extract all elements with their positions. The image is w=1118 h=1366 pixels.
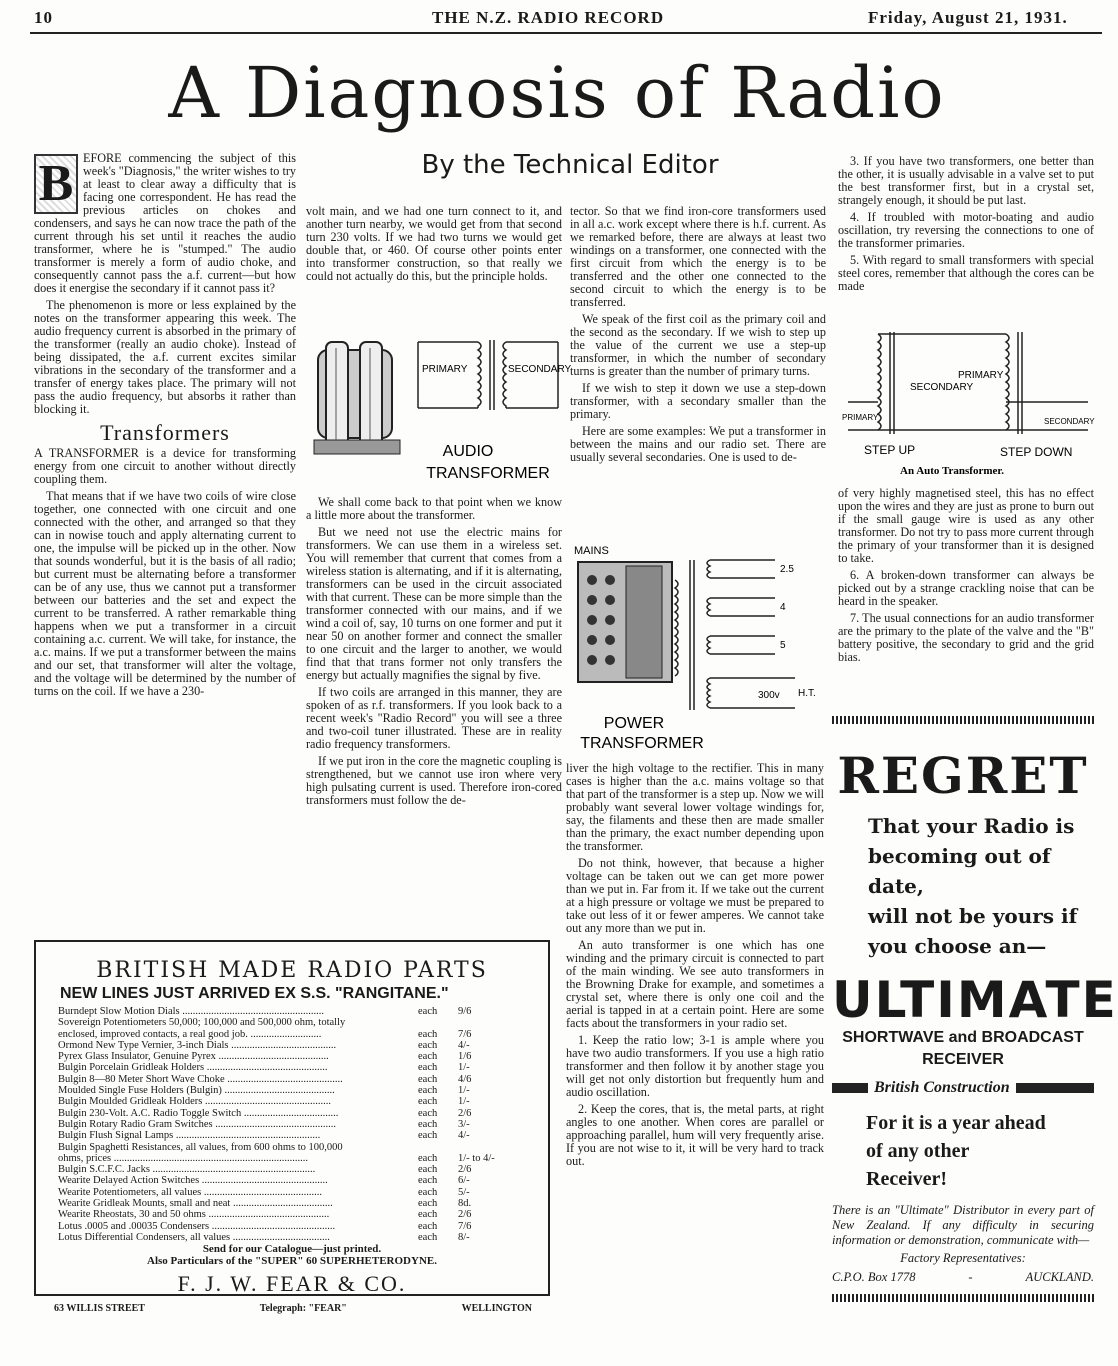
superhet-line: Also Particulars of the "SUPER" 60 SUPERHETERODYNE.: [147, 1255, 437, 1268]
part-price: 8/-: [458, 1231, 470, 1243]
article-byline: By the Technical Editor: [421, 150, 719, 180]
publication-title: THE N.Z. RADIO RECORD: [432, 8, 665, 27]
parts-list-row: [58, 1232, 528, 1243]
coil-schematic: [418, 340, 558, 410]
part-name: Wearite Potentiometers, all values .............................................: [58, 1186, 322, 1198]
step-down-label: STEP DOWN: [1000, 445, 1073, 459]
part-price: 1/-: [458, 1062, 470, 1074]
transformer-drawing: [314, 342, 400, 454]
paragraph: But we need not use the electric mains for transformers. We can use them in a wireless set. You will remember that current that comes from a wireless station is alternating, and if it is alternating, transformers can be used in the circuit associated with that current. These can be more simple than the transformer connected with our mains, and if we wind a coil of, say, 10 turns on one former and put it near 50 on another former and connect the smaller to one circuit and the larger to another, we would find that that trans former not only transfers the energy but actually magnifies the signal by five.: [306, 525, 562, 682]
part-price: 4/6: [458, 1073, 472, 1085]
part-name: Bulgin Spaghetti Resistances, all values, from 600 ohms to 100,000: [58, 1141, 343, 1153]
auto-secondary-left-label: SECONDARY: [910, 382, 974, 393]
paragraph: That means that if we have two coils of wire close together, one connected with one circuit and one connected with the other, and arranged so that they can in nowise touch and apply alternating current to one, the impulse will be picked up in the other. Now that sounds wonderful, but it is the basis of all radio; but current must be alternating before a transformer can be of any use, thus we cannot put a transformer between our batteries and the set and expect the current to be transferred. A rather remarkable thing happens when we put a transformer in a circuit containing a.c. current. We will take, for instance, the a.c. mains. If we put a transformer between the mains and our set, that transformer will alter the voltage, and the voltage will be determined by the number of turns on the coil. If we have a 230-: [34, 489, 296, 698]
ad-headline: REGRET: [837, 746, 1089, 805]
part-name: Moulded Single Fuse Holders (Bulgin) ..........................................: [58, 1085, 335, 1097]
ad-city: AUCKLAND.: [1025, 1270, 1094, 1284]
issue-date: Friday, August 21, 1931.: [868, 8, 1068, 27]
paragraph: of very highly magnetised steel, this has no effect upon the wires and they are just as prone to burn out if the small gauge wire is used as any other transformer. Do not try to pass more current through the primary of your transformer than it is designed to take.: [838, 486, 1094, 565]
part-name: Bulgin Porcelain Gridleak Holders ..............................................: [58, 1062, 328, 1074]
parts-list-row: [58, 1051, 528, 1062]
paragraph: 6. A broken-down transformer can always be picked out by a strange crackling noise that can be heard in the speaker.: [838, 568, 1094, 608]
intro-paragraph: [34, 152, 296, 295]
part-name: Bulgin Moulded Gridleak Holders ................................................: [58, 1096, 331, 1108]
paragraph: liver the high voltage to the rectifier. This in many cases is higher than the a.c. mains voltage so that that part of the transformer is a step up. Now we will probably want several lower voltage windings for, say, the filaments and these then are made smaller than the primary, the exact number depending upon the transformer.: [566, 761, 824, 853]
part-price: 1/-: [458, 1096, 470, 1108]
paragraph: If we wish to step it down we use a step-down transformer, with a secondary smaller than the primary.: [570, 381, 826, 421]
part-unit: each: [418, 1051, 438, 1063]
part-name: Wearite Delayed Action Switches ................................................: [58, 1175, 328, 1187]
ad-claim-line: of any other: [866, 1140, 970, 1162]
paragraph: 4. If troubled with motor-boating and audio oscillation, try reversing the connections to one of the transformer primaries.: [838, 210, 1094, 250]
part-unit: each: [418, 1039, 438, 1051]
paragraph: A TRANSFORMER is a device for transforming energy from one circuit to another without directly coupling them.: [34, 446, 296, 486]
parts-list-row: [58, 1153, 528, 1164]
part-price: 8d.: [458, 1198, 472, 1210]
parts-list-row: [58, 1209, 528, 1220]
parts-list-row: [58, 1029, 528, 1040]
auto-transformer-figure: [838, 324, 1098, 480]
construction-bar: [832, 1079, 1094, 1097]
part-name: ohms, prices ..........................................................................: [58, 1152, 308, 1164]
voltage-300: 300v: [758, 690, 780, 701]
parts-list-row: [58, 1062, 528, 1073]
part-name: Sovereign Potentiometers 50,000; 100,000 and 500,000 ohm, totally: [58, 1017, 346, 1029]
header-rule: [30, 32, 1102, 34]
part-unit: each: [418, 1209, 438, 1221]
part-price: 2/6: [458, 1107, 472, 1119]
article-column-1: [34, 152, 296, 702]
parts-ad-subtitle: NEW LINES JUST ARRIVED EX S.S. "RANGITANE.": [60, 985, 449, 1002]
mains-label: MAINS: [574, 545, 609, 557]
parts-list-row: [58, 1085, 528, 1096]
parts-ad-title: BRITISH MADE RADIO PARTS: [96, 958, 488, 983]
distributor-note: There is an "Ultimate" Distributor in every part of New Zealand. If any difficulty in securing information or demonstration, communicate with—: [832, 1203, 1094, 1247]
divider-hatch-bottom: [832, 1294, 1094, 1302]
part-price: [458, 1017, 528, 1028]
voltage-4: 4: [780, 602, 786, 613]
ultimate-advertisement: [832, 732, 1118, 1302]
ht-label: H.T.: [798, 688, 816, 699]
power-transformer-drawing: [578, 562, 672, 682]
part-name: Bulgin 230-Volt. A.C. Radio Toggle Switch ....................................: [58, 1107, 339, 1119]
parts-list-row: [58, 1017, 528, 1028]
part-price: 5/-: [458, 1186, 470, 1198]
ultimate-brand: ULTIMATE: [832, 971, 1118, 1029]
power-transformer-figure: [570, 540, 828, 758]
construction-label: British Construction: [874, 1079, 1010, 1096]
part-unit: each: [418, 1164, 438, 1176]
parts-list-row: [58, 1198, 528, 1209]
radio-parts-advertisement: [34, 940, 550, 1315]
part-price: [458, 1142, 528, 1153]
part-unit: each: [418, 1220, 438, 1232]
paragraph: 3. If you have two transformers, one better than the other, it is usually advisable in a valve set to put the best transformer first, but in a crystal set, strangely enough, it should be put last.: [838, 154, 1094, 207]
auto-primary-top-label: PRIMARY: [958, 370, 1004, 381]
part-unit: each: [418, 1107, 438, 1119]
part-unit: each: [418, 1186, 438, 1198]
po-box: C.P.O. Box 1778: [832, 1270, 916, 1284]
part-unit: each: [418, 1152, 438, 1164]
parts-list-row: [58, 1119, 528, 1130]
ad-claim-line: Receiver!: [866, 1168, 948, 1190]
part-price: 3/-: [458, 1118, 470, 1130]
part-unit: each: [418, 1062, 438, 1074]
paragraph: We shall come back to that point when we know a little more about the transformer.: [306, 495, 562, 522]
part-unit: [418, 1017, 458, 1028]
part-price: 7/6: [458, 1028, 472, 1040]
part-name: Lotus Differential Condensers, all values .....................................: [58, 1231, 330, 1243]
part-unit: each: [418, 1130, 438, 1142]
article-column-2-lower: [306, 496, 562, 811]
paragraph: Do not think, however, that because a higher voltage can be taken out we can get more power than we put in. Far from it. If we take out the current at a high pressure or voltage we must be prepared to take out less of it or fewer amperes. We cannot take out any more than we put in.: [566, 856, 824, 935]
part-unit: each: [418, 1231, 438, 1243]
auto-primary-left-label: PRIMARY: [842, 413, 879, 422]
paragraph: 5. With regard to small transformers with special steel cores, remember that although the cores can be made: [838, 253, 1094, 293]
paragraph: The phenomenon is more or less explained by the notes on the transformer appearing this week. The audio frequency current is absorbed in the primary of the transformer (really an audio choke). Instead of being dissipated, the a.f. current excites similar vibrations in the secondary of the transformer and a transfer of energy takes place. The primary will not pass the audio frequency, but absorbs it rather than blocking it.: [34, 298, 296, 416]
ad-copy-line: becoming out of date,: [868, 844, 1051, 898]
secondary-label: SECONDARY: [508, 364, 572, 375]
parts-list-row: [58, 1130, 528, 1141]
parts-list-row: [58, 1164, 528, 1175]
part-price: 1/-: [458, 1085, 470, 1097]
part-price: 1/6: [458, 1051, 472, 1063]
parts-list-row: [58, 1096, 528, 1107]
part-price: 9/6: [458, 1006, 472, 1017]
paragraph: An auto transformer is one which has one winding and the primary circuit is connected to part of the main winding. We see auto transformers in the Browning Drake for example, and sometimes a crystal set, where there is only one coil and the aerial is tapped in at a certain point. Here are some facts about the transformers in your radio set.: [566, 938, 824, 1030]
article-column-3: [570, 205, 826, 468]
page-number: 10: [34, 8, 53, 27]
paragraph: Here are some examples: We put a transformer in between the mains and our radio set. There are usually several secondaries. One is used to de-: [570, 424, 826, 464]
part-name: Ormond New Type Vernier, 3-inch Dials ........................................: [58, 1039, 337, 1051]
part-unit: each: [418, 1096, 438, 1108]
voltage-2-5: 2.5: [780, 564, 794, 575]
street-address: 63 WILLIS STREET: [54, 1303, 145, 1315]
ad-claim-line: For it is a year ahead: [866, 1112, 1046, 1134]
part-price: 6/-: [458, 1175, 470, 1187]
power-caption-2: TRANSFORMER: [580, 735, 704, 752]
parts-list: [58, 1006, 528, 1243]
part-price: 2/6: [458, 1209, 472, 1221]
part-name: Wearite Gridleak Mounts, small and neat ......................................: [58, 1198, 333, 1210]
article-column-4: [838, 155, 1094, 297]
product-line-2: RECEIVER: [922, 1051, 1004, 1068]
address-separator: -: [968, 1270, 973, 1284]
drop-cap: B: [34, 154, 78, 214]
part-price: 1/- to 4/-: [458, 1152, 495, 1164]
paragraph: 2. Keep the cores, that is, the metal parts, at right angles to one another. When cores are parallel or approaching parallel, hum will very frequently arise. If you are not wise to it, it will be very hard to track out.: [566, 1102, 824, 1168]
part-unit: each: [418, 1073, 438, 1085]
auto-caption: An Auto Transformer.: [900, 465, 1004, 477]
parts-list-row: [58, 1142, 528, 1153]
ad-copy-line: will not be yours if: [868, 904, 1078, 928]
part-name: Bulgin Flush Signal Lamps .......................................................: [58, 1130, 321, 1142]
paragraph: volt main, and we had one turn connect to it, and another turn nearby, we would get from that second turn 230 volts. If we had two turns we would get double that, or 460. Of course other points enter into transformer construction, so that really we could not actually do this, but the principle holds.: [306, 204, 562, 283]
part-unit: [418, 1142, 458, 1153]
ad-address: [832, 1270, 1094, 1285]
auto-secondary-right-label: SECONDARY: [1044, 417, 1095, 426]
ad-copy-line: you choose an—: [868, 934, 1047, 958]
ad-copy-line: That your Radio is: [868, 814, 1075, 838]
part-name: enclosed, improved contacts, a real good job. ...........................: [58, 1028, 322, 1040]
paragraph: If we put iron in the core the magnetic coupling is strengthened, but we cannot use iron where very high pulsating current is used. Therefore iron-cored transformers must follow the de-: [306, 754, 562, 807]
article-column-4-lower: [838, 487, 1094, 668]
paragraph: tector. So that we find iron-core transformers used in all a.c. work except where there is h.f. current. As we remarked before, there are always at least two windings on a transformer, one connected with the first circuit from which the energy is to be transferred and the other one connected to the second circuit to which the energy is to be transferred.: [570, 204, 826, 309]
parts-list-row: [58, 1040, 528, 1051]
product-line-1: SHORTWAVE and BROADCAST: [842, 1029, 1084, 1046]
part-unit: each: [418, 1175, 438, 1187]
step-up-label: STEP UP: [864, 443, 916, 457]
article-title: A Diagnosis of Radio: [168, 52, 946, 134]
primary-label: PRIMARY: [422, 364, 468, 375]
part-name: Bulgin 8—80 Meter Short Wave Choke ............................................: [58, 1073, 343, 1085]
parts-list-row: [58, 1187, 528, 1198]
part-name: Burndept Slow Motion Dials ......................................................: [58, 1006, 325, 1017]
part-unit: each: [418, 1028, 438, 1040]
part-name: Pyrex Glass Insulator, Genuine Pyrex ..........................................: [58, 1051, 329, 1063]
part-price: 4/-: [458, 1130, 470, 1142]
part-unit: each: [418, 1198, 438, 1210]
part-price: 7/6: [458, 1220, 472, 1232]
part-name: Bulgin Rotary Radio Gram Switches ..............................................: [58, 1118, 336, 1130]
power-coil-schematic: [675, 560, 795, 710]
factory-reps-label: Factory Representatives:: [900, 1251, 1026, 1265]
part-price: 4/-: [458, 1039, 470, 1051]
paragraph: 1. Keep the ratio low; 3-1 is ample where you have two audio transformers. If you use a high ratio transformer and then follow it by another stage you will get not only distortion but frequently hum and audio oscillation.: [566, 1033, 824, 1099]
paragraph: 7. The usual connections for an audio transformer are the primary to the plate of the valve and the "B" battery positive, the secondary to grid and the grid bias.: [838, 611, 1094, 664]
parts-list-row: [58, 1221, 528, 1232]
part-unit: each: [418, 1006, 438, 1017]
ad-copy: [868, 811, 1094, 961]
paragraph: If two coils are arranged in this manner, they are spoken of as r.f. transformers. If you look back to a recent week's "Radio Record" you will see a three and two-coil tuner illustrated. These are in reality radio frequency transformers.: [306, 685, 562, 751]
voltage-5: 5: [780, 640, 786, 651]
parts-list-row: [58, 1175, 528, 1186]
company-address: [54, 1303, 532, 1314]
part-unit: each: [418, 1118, 438, 1130]
company-city: WELLINGTON: [461, 1303, 532, 1315]
section-heading: Transformers: [100, 420, 230, 445]
telegraph: Telegraph: "FEAR": [259, 1303, 347, 1315]
article-column-2: [306, 205, 562, 287]
intro-text: EFORE commencing the subject of this week's "Diagnosis," the writer wishes to try at least to clear away a difficulty that is facing one correspondent. He has read the previous articles on chokes and condensers, and says he can now trace the path of the current through his set until it reaches the audio transformer, where he is "stumped." The audio transformer is merely a form of audio choke, and consequently cannot pass the a.f. current—but how does it energise the secondary if it cannot pass it?: [34, 151, 296, 295]
audio-transformer-figure: [308, 328, 572, 490]
power-caption-1: POWER: [603, 715, 665, 732]
parts-list-row: [58, 1108, 528, 1119]
part-price: 2/6: [458, 1164, 472, 1176]
parts-list-row: [58, 1006, 528, 1017]
part-name: Bulgin S.C.F.C. Jacks ..............................................................: [58, 1164, 316, 1176]
audio-caption-2: TRANSFORMER: [426, 465, 550, 482]
part-unit: each: [418, 1085, 438, 1097]
paragraph: We speak of the first coil as the primary coil and the second as the secondary. If we wish to step up the value of the current we use a step-up transformer, in which the number of secondary turns is greater than the number of primary turns.: [570, 312, 826, 378]
article-column-3-lower: [566, 762, 824, 1172]
part-name: Lotus .0005 and .00035 Condensers ...............................................: [58, 1220, 336, 1232]
divider-hatch: [832, 716, 1094, 724]
catalogue-line: Send for our Catalogue—just printed.: [202, 1243, 382, 1256]
part-name: Wearite Rheostats, 30 and 50 ohms ..............................................: [58, 1209, 330, 1221]
company-name: F. J. W. FEAR & CO.: [177, 1271, 407, 1297]
audio-caption-1: AUDIO: [442, 443, 494, 460]
parts-list-row: [58, 1074, 528, 1085]
ad-claim: [866, 1109, 1094, 1193]
